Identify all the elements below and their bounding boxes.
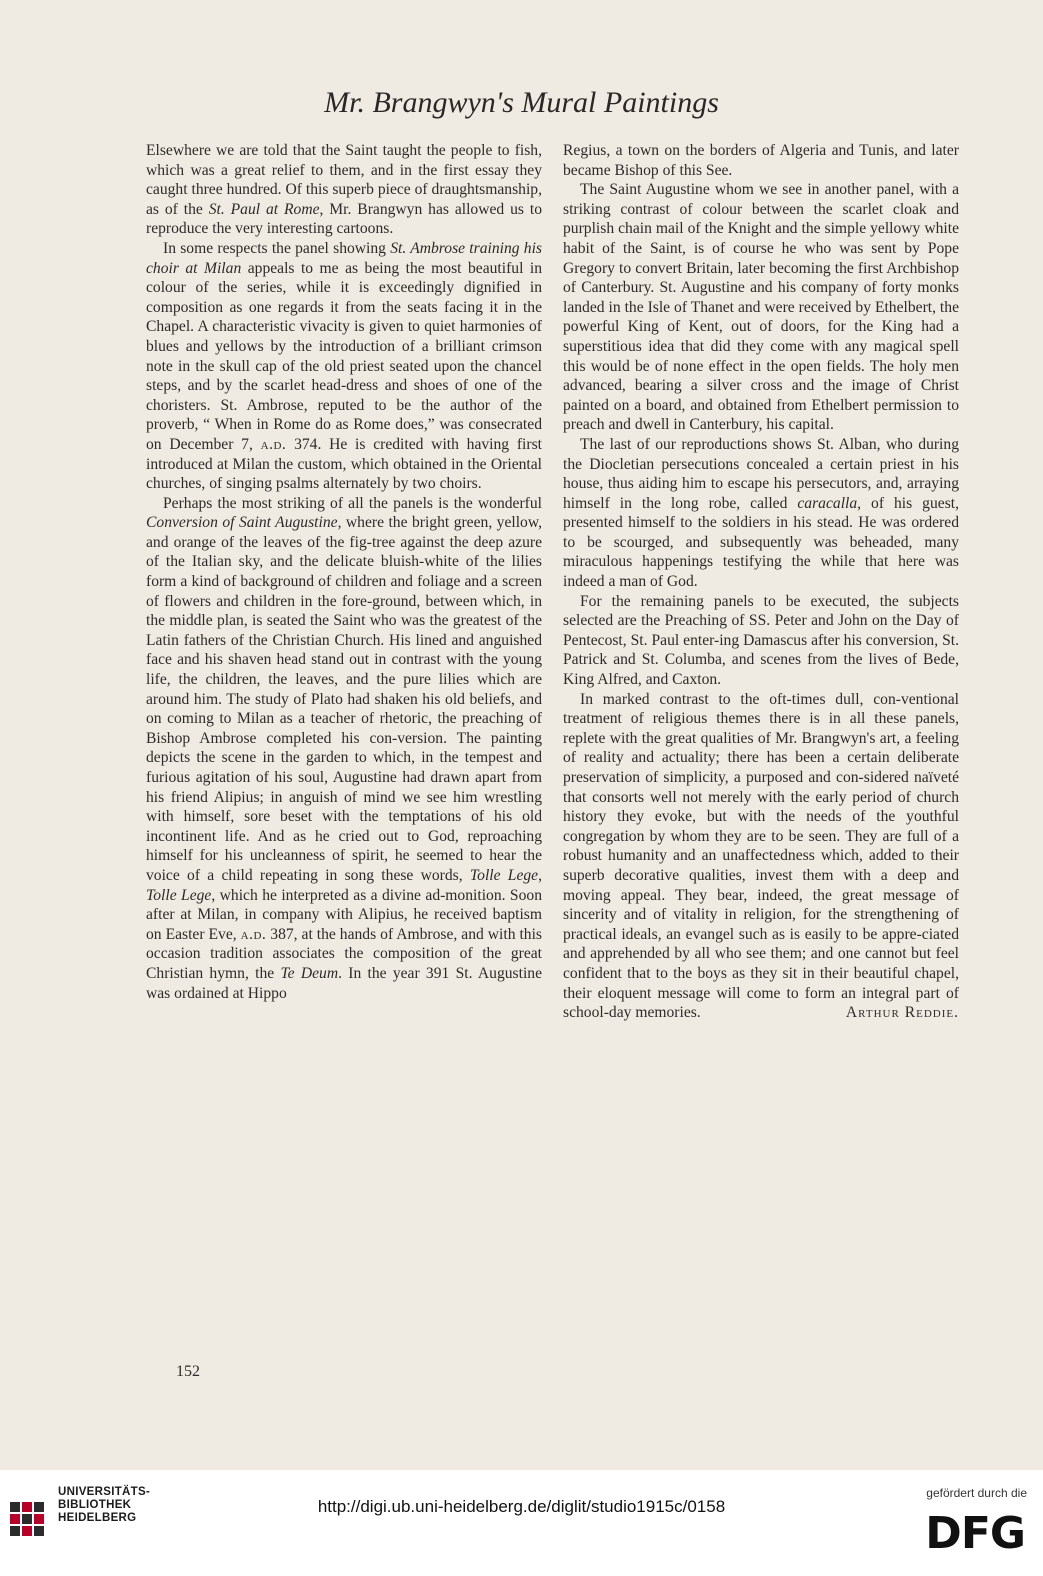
paragraph xyxy=(563,690,959,1023)
text-run: , which he interpreted as a divine ad-monition. Soon after at Milan, in company with Alipius, he received baptism on Easter Eve, xyxy=(146,886,542,943)
dfg-logo-icon: DFG xyxy=(925,1508,1025,1559)
paragraph xyxy=(563,592,959,690)
text-run: The Saint Augustine whom we see in another panel, with a striking contrast of colour between the scarlet cloak and purplish chain mail of the Knight and the simple yellowy white habit of the Saint, is of course he who was sent by Pope Gregory to convert Britain, later becoming the first Archbishop of Canterbury. St. Augustine and his company of forty monks landed in the Isle of Thanet and were received by Ethelbert, the powerful King of Kent, out of doors, for the King had a superstitious idea that did they come with any magical spell this would be of none effect in the open fields. The holy men advanced, bearing a silver cross and the image of Christ painted on a board, and obtained from Ethelbert permission to preach and dwell in Canterbury, his capital. xyxy=(563,181,959,434)
italic-title: caracalla xyxy=(797,494,858,512)
text-run: The last of our reproductions shows St. Alban, who during the Diocletian persecutions concealed a certain priest in his house, thus aiding him to escape his persecutors, and, arraying himself in the long robe, called xyxy=(563,435,959,512)
italic-title: St. Paul at Rome xyxy=(208,200,320,218)
right-text-column xyxy=(563,141,959,1023)
text-run: , Mr. Brangwyn has allowed us to reproduce the very interesting cartoons. xyxy=(146,200,542,238)
text-run: appeals to me as being the most beautiful in colour of the series, while it is exceedingly dignified in composition as one regards it from the seats facing it in the Chapel. A characteristic vivacity is given to quiet harmonies of blues and yellows by the introduction of a brilliant crimson note in the skull cap of the old priest seated upon the chancel steps, and by the scarlet head-dress and shoes of one of the choristers. St. Ambrose, reputed to be the author of the proverb, “ When in Rome do as Rome does,” was consecrated on December 7, xyxy=(146,259,543,453)
text-run: Regius, a town on the borders of Algeria and Tunis, and later became Bishop of this See. xyxy=(563,142,959,179)
paragraph xyxy=(563,180,959,435)
permalink-url[interactable]: http://digi.ub.uni-heidelberg.de/diglit/studio1915c/0158 xyxy=(317,1497,726,1516)
text-run: For the remaining panels to be executed, the subjects selected are the Preaching of SS. Peter and John on the Day of Pentecost, St. Paul enter-ing Damascus after his conversion, St. Patrick and St. Columba, and scenes from the lives of Bede, King Alfred, and Caxton. xyxy=(563,592,959,689)
italic-title: St. Ambrose training his choir at Milan xyxy=(146,239,542,277)
text-run: In some respects the panel showing xyxy=(163,239,391,257)
library-name-line: HEIDELBERG xyxy=(58,1512,137,1524)
paragraph xyxy=(146,494,542,1003)
left-text-column xyxy=(146,141,542,1003)
library-name-line: UNIVERSITÄTS- xyxy=(58,1486,151,1498)
library-name-line: BIBLIOTHEK xyxy=(58,1499,132,1511)
text-run: , where the bright green, yellow, and orange of the leaves of the fig-tree against the deep azure of the Italian sky, and the delicate bluish-white of the lilies form a kind of background of children and foliage and a screen of flowers and children in the fore-ground, between which, in the middle plan, is seated the Saint who was the greatest of the Latin fathers of the Christian Church. His lined and anguished face and his shaven head stand out in contrast with the young life, the children, the leaves, and the pure lilies which are around him. The study of Plato had shaken his old beliefs, and on coming to Milan as a teacher of rhetoric, the preaching of Bishop Ambrose completed his con-version. The painting depicts the scene in the garden to which, in the tempest and furious agitation of his soul, Augustine had drawn apart from his friend Alipius; in anguish of mind we see him wrestling with himself, sore beset with the temptations of his old incontinent life. And as he cried out to God, reproaching himself for his uncleanness of spirit, he seemed to hear the voice of a child repeating in song these words, xyxy=(146,514,543,884)
text-run: , of his guest, presented himself to the soldiers in his stead. He was ordered to be scourged, and subsequently was beheaded, many miraculous happenings testifying the while that here was indeed a man of God. xyxy=(563,494,959,591)
viewer-footer xyxy=(0,1470,1043,1576)
text-run: a.d. xyxy=(260,435,287,453)
text-run: a.d. xyxy=(240,925,267,943)
author-signature: Arthur Reddie. xyxy=(845,1004,959,1022)
italic-title: Conversion of Saint Augustine xyxy=(146,514,338,532)
paragraph xyxy=(563,435,959,592)
italic-title: Tolle Lege, Tolle Lege xyxy=(146,866,543,904)
page-title: Mr. Brangwyn's Mural Paintings xyxy=(324,86,719,119)
funded-by-label: gefördert durch die xyxy=(926,1486,1027,1500)
text-run: Elsewhere we are told that the Saint taught the people to fish, which was a great relief to them, and in the first essay they caught three hundred. Of this superb piece of draughtsmanship, as of the xyxy=(146,142,542,218)
paragraph xyxy=(146,239,542,494)
paragraph xyxy=(146,141,542,239)
paragraph xyxy=(563,141,959,180)
text-run: 387, at the hands of Ambrose, and with this occasion tradition associates the composition of the great Christian hymn, the xyxy=(146,925,542,982)
italic-title: Te Deum xyxy=(280,964,339,982)
page-number: 152 xyxy=(176,1363,200,1380)
text-run: . In the year 391 St. Augustine was ordained at Hippo xyxy=(146,964,542,1002)
text-run: 374. He is credited with having first introduced at Milan the custom, which obtained in the Oriental churches, of singing psalms alternately by two choirs. xyxy=(146,435,542,493)
text-run: Perhaps the most striking of all the panels is the wonderful xyxy=(163,494,542,512)
text-run: In marked contrast to the oft-times dull, con-ventional treatment of religious themes there is in all these panels, replete with the great qualities of Mr. Brangwyn's art, a feeling of reality and actuality; there has been a certain deliberate preservation of simplicity, a purposed and con-sidered naïveté that consorts well not merely with the early period of church history they evoke, but with the needs of the youthful congregation by whom they are to be seen. They are full of a robust humanity and an unaffectedness which, added to their superb decorative qualities, invest them with a deep and moving appeal. They bear, indeed, the great message of sincerity and of vitality in religion, for the strengthening of practical ideals, an evangel such as is easily to be appre-ciated and apprehended by all who see them; and one cannot but feel confident that to the boys as they sit in their beautiful chapel, their eloquent message will come to form an integral part of school-day memories. xyxy=(563,690,959,1022)
